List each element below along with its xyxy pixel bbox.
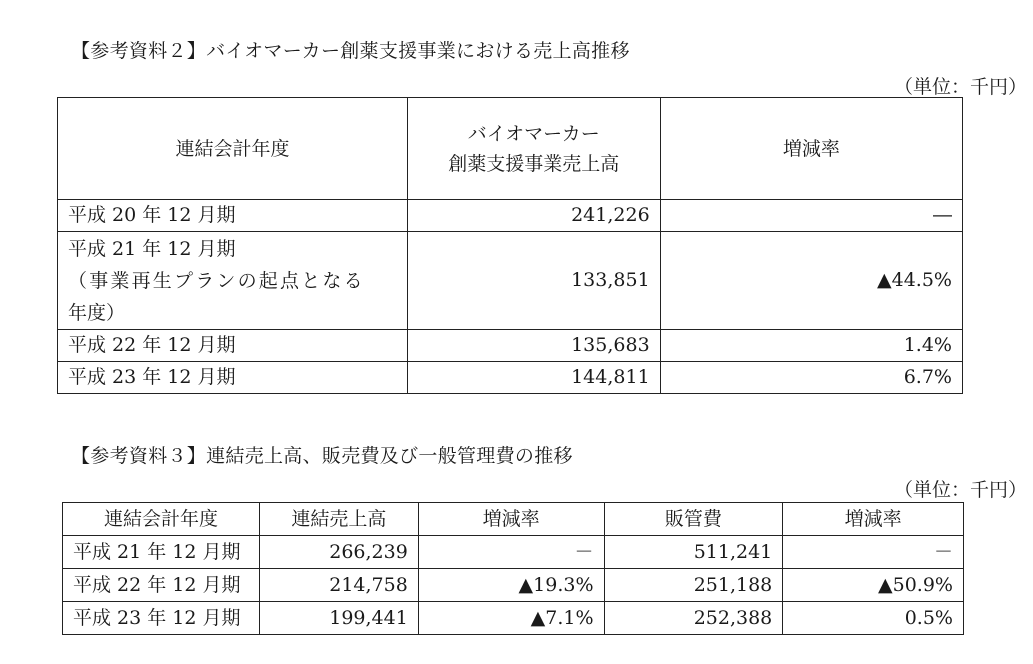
header-sga: 販管費	[604, 503, 783, 536]
row-sales: 133,851	[407, 232, 660, 330]
section2-unit: （単位：千円）	[893, 76, 1027, 98]
row-sales: 144,811	[407, 362, 660, 394]
header-change: 増減率	[660, 98, 962, 200]
row-change: ▲44.5%	[660, 232, 962, 330]
row-change: 6.7%	[660, 362, 962, 394]
row-sales: 241,226	[407, 200, 660, 232]
table-header-row	[63, 503, 964, 536]
header-sales	[407, 98, 660, 200]
table-row	[58, 200, 963, 232]
row-note: （事業再生プランの起点となる	[68, 269, 365, 292]
section3-title: 【参考資料３】連結売上高、販売費及び一般管理費の推移	[71, 445, 573, 467]
row-sga-change: －	[783, 536, 964, 569]
row-sales: 199,441	[259, 602, 418, 635]
table-header-row	[58, 98, 963, 200]
header-year: 連結会計年度	[58, 98, 408, 200]
header-year: 連結会計年度	[63, 503, 260, 536]
row-sga: 252,388	[604, 602, 783, 635]
section3-unit: （単位：千円）	[893, 479, 1027, 501]
row-sales: 214,758	[259, 569, 418, 602]
table-row	[58, 362, 963, 394]
row-sales: 266,239	[259, 536, 418, 569]
row-period: 平成 23 年 12 月期	[63, 602, 260, 635]
row-period: 平成 23 年 12 月期	[58, 362, 408, 394]
row-sales: 135,683	[407, 330, 660, 362]
row-sales-change: ▲7.1%	[418, 602, 604, 635]
row-sga-change: 0.5%	[783, 602, 964, 635]
consolidated-sales-sga-table	[62, 502, 964, 635]
table-row	[58, 330, 963, 362]
table-row	[63, 602, 964, 635]
header-sales-line1: バイオマーカー	[467, 122, 600, 145]
row-period: 平成 22 年 12 月期	[58, 330, 408, 362]
biomarker-sales-table	[57, 97, 963, 394]
row-period: 平成 21 年 12 月期	[63, 536, 260, 569]
row-note: 年度）	[68, 301, 126, 324]
header-sales-line2: 創薬支援事業売上高	[448, 152, 620, 175]
table-row	[58, 232, 963, 330]
table-row	[63, 569, 964, 602]
row-period-multiline	[58, 232, 408, 330]
row-sga: 511,241	[604, 536, 783, 569]
section2-title: 【参考資料２】バイオマーカー創薬支援事業における売上高推移	[71, 40, 630, 62]
row-sga-change: ▲50.9%	[783, 569, 964, 602]
header-sales-change: 増減率	[418, 503, 604, 536]
header-sga-change: 増減率	[783, 503, 964, 536]
table-row	[63, 536, 964, 569]
row-change: ―	[660, 200, 962, 232]
row-sga: 251,188	[604, 569, 783, 602]
row-change: 1.4%	[660, 330, 962, 362]
row-sales-change: －	[418, 536, 604, 569]
header-sales: 連結売上高	[259, 503, 418, 536]
row-sales-change: ▲19.3%	[418, 569, 604, 602]
row-period: 平成 21 年 12 月期	[68, 237, 236, 260]
row-period: 平成 22 年 12 月期	[63, 569, 260, 602]
row-period: 平成 20 年 12 月期	[58, 200, 408, 232]
